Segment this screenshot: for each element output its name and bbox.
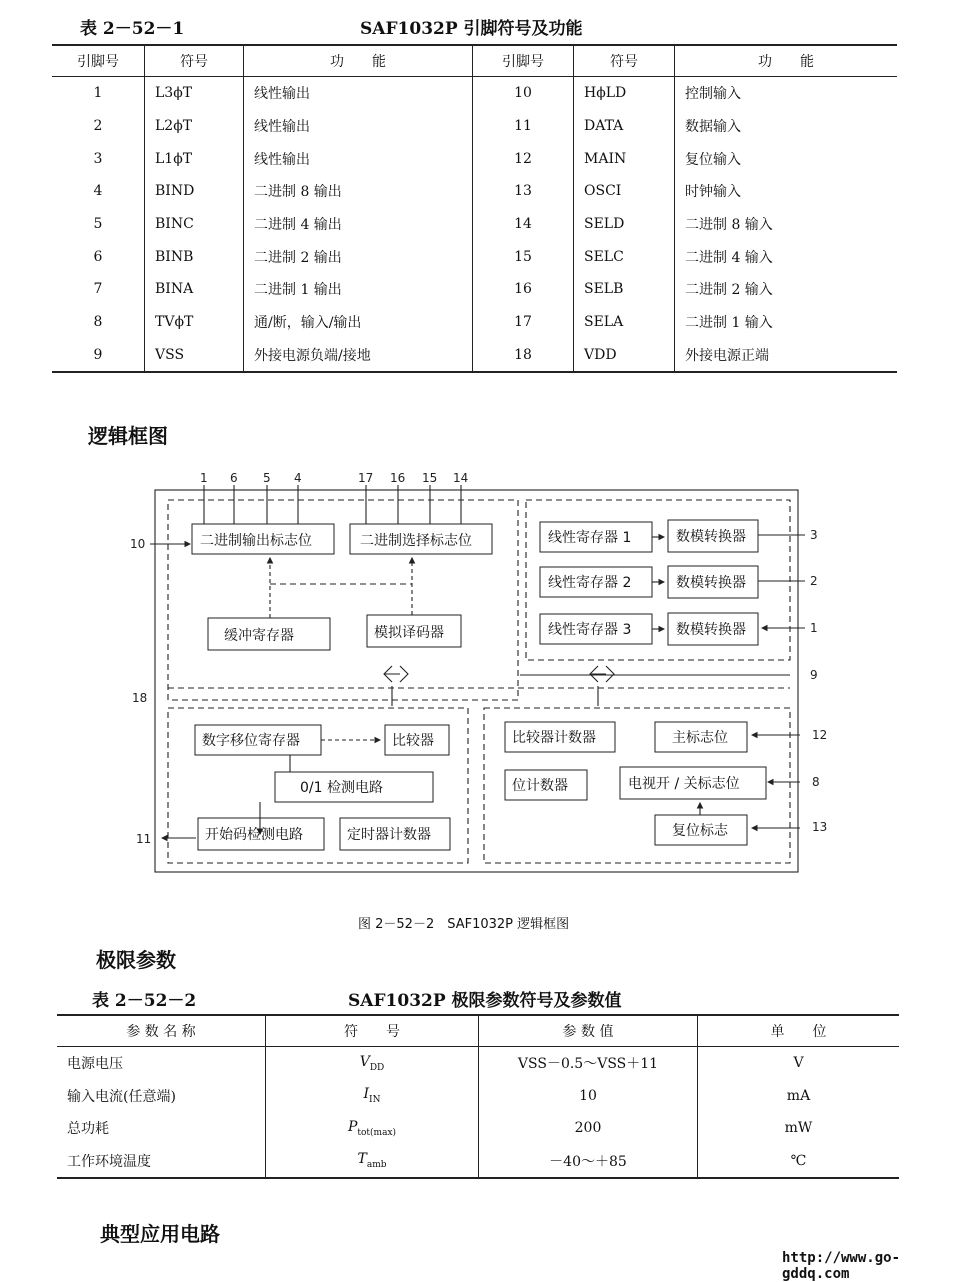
- pin-number: 7: [93, 281, 103, 298]
- diagram-caption: 图 2－52－2 SAF1032P 逻辑框图: [358, 917, 570, 932]
- pin-label: 5: [263, 471, 271, 485]
- pin-label: 12: [812, 728, 828, 742]
- pin-symbol: VDD: [574, 339, 675, 373]
- comparator-counter-block: 比较器计数器: [512, 730, 596, 746]
- main-flag-block: 主标志位: [672, 730, 728, 746]
- param-value: 200: [479, 1112, 698, 1145]
- limits-table-header: [57, 1015, 899, 1047]
- header-param-unit: 单 位: [698, 1015, 900, 1047]
- pin-function: 控制输入: [675, 77, 898, 110]
- header-symbol: 符号: [574, 45, 675, 77]
- param-value: VSS－0.5～VSS＋11: [479, 1047, 698, 1080]
- pin-row: [52, 208, 897, 241]
- pin-function: 二进制 1 输出: [244, 273, 473, 306]
- pin-table: [52, 44, 897, 373]
- pin-symbol: SELA: [574, 306, 675, 339]
- header-pin-no: 引脚号: [52, 45, 145, 77]
- param-name: 输入电流(任意端): [67, 1088, 176, 1105]
- dac-1-block: 数模转换器: [676, 529, 746, 545]
- linear-register-3-block: 线性寄存器 3: [548, 622, 632, 638]
- start-code-detect-block: 开始码检测电路: [205, 827, 303, 843]
- pin-label: 4: [294, 471, 302, 485]
- pin-row: [52, 175, 897, 208]
- pin-function: 线性输出: [244, 110, 473, 143]
- pin-label: 3: [810, 528, 818, 542]
- param-symbol: [266, 1112, 479, 1145]
- pin-number: 5: [93, 216, 103, 233]
- pin-number: 18: [473, 339, 574, 373]
- param-value: 10: [479, 1080, 698, 1113]
- section-heading-logic: 逻辑框图: [88, 424, 168, 448]
- param-unit: mW: [698, 1112, 900, 1145]
- left-pin-lines: [150, 544, 196, 838]
- reset-flag-block: 复位标志: [672, 823, 728, 839]
- pin-symbol: DATA: [574, 110, 675, 143]
- pin-function: 外接电源负端/接地: [244, 339, 473, 373]
- param-symbol-subscript: amb: [366, 1160, 387, 1171]
- limit-row: [57, 1047, 899, 1080]
- limits-table: [57, 1014, 899, 1179]
- top-pins: [204, 485, 461, 530]
- pin-function: 线性输出: [244, 142, 473, 175]
- limits-table-body: [57, 1047, 899, 1179]
- param-symbol-subscript: DD: [369, 1062, 385, 1073]
- logic-diagram: [0, 460, 960, 940]
- limit-row: [57, 1112, 899, 1145]
- pin-label: 6: [230, 471, 238, 485]
- pin-symbol: SELB: [574, 273, 675, 306]
- pin-number: 17: [473, 306, 574, 339]
- pin-label: 1: [200, 471, 208, 485]
- pin-symbol: VSS: [145, 339, 244, 373]
- shift-register-block: 数字移位寄存器: [202, 733, 300, 749]
- footer-url: http://www.go-gddq.com: [782, 1250, 901, 1282]
- pin-label: 1: [810, 621, 818, 635]
- pin-function: 二进制 4 输入: [675, 240, 898, 273]
- pin-number: 3: [93, 150, 103, 167]
- pin-number: 11: [473, 110, 574, 143]
- pin-row: [52, 306, 897, 339]
- param-symbol-letter: P: [347, 1118, 358, 1135]
- pin-number: 14: [473, 208, 574, 241]
- param-symbol-letter: I: [363, 1086, 370, 1103]
- right-pin-labels: [810, 528, 827, 834]
- pin-symbol: BINA: [145, 273, 244, 306]
- param-symbol: [266, 1080, 479, 1113]
- header-param-symbol: 符 号: [266, 1015, 479, 1047]
- pin-label: 9: [810, 668, 818, 682]
- pin-table-header: [52, 45, 897, 77]
- pin-label: 10: [130, 537, 146, 551]
- pin-function: 通/断，输入/输出: [244, 306, 473, 339]
- pin-row: [52, 273, 897, 306]
- param-symbol: [266, 1145, 479, 1179]
- table1-label: 表 2－52－1: [80, 19, 185, 39]
- pin-function: 二进制 2 输出: [244, 240, 473, 273]
- pin-number: 1: [93, 85, 103, 102]
- pin-label: 16: [390, 471, 406, 485]
- buffer-register-block: 缓冲寄存器: [224, 628, 294, 644]
- param-name: 总功耗: [67, 1121, 109, 1138]
- pin-function: 二进制 2 输入: [675, 273, 898, 306]
- param-unit: V: [698, 1047, 900, 1080]
- pin-label: 17: [358, 471, 374, 485]
- pin-row: [52, 110, 897, 143]
- pin-symbol: SELD: [574, 208, 675, 241]
- bin-out-flag-block: 二进制输出标志位: [200, 533, 312, 549]
- pin-function: 时钟输入: [675, 175, 898, 208]
- pin-table-body: [52, 77, 897, 373]
- pin-label: 15: [422, 471, 438, 485]
- tv-flag-block: 电视开 / 关标志位: [628, 776, 740, 792]
- detect-circuit-block: 0/1 检测电路: [300, 780, 383, 796]
- section-heading-limits: 极限参数: [96, 948, 176, 972]
- pin-row: [52, 77, 897, 110]
- diagram-blocks: [192, 520, 766, 850]
- limit-row: [57, 1080, 899, 1113]
- header-param-name: 参 数 名 称: [57, 1015, 266, 1047]
- pin-symbol: BIND: [145, 175, 244, 208]
- pin-label: 8: [812, 775, 820, 789]
- pin-label: 18: [132, 691, 148, 705]
- bin-sel-flag-block: 二进制选择标志位: [360, 533, 472, 549]
- pin-row: [52, 339, 897, 373]
- limit-row: [57, 1145, 899, 1179]
- pin-label: 2: [810, 574, 818, 588]
- linear-register-1-block: 线性寄存器 1: [548, 530, 632, 546]
- dac-3-block: 数模转换器: [676, 622, 746, 638]
- pin-number: 13: [473, 175, 574, 208]
- dac-2-block: 数模转换器: [676, 575, 746, 591]
- pin-number: 15: [473, 240, 574, 273]
- pin-symbol: OSCI: [574, 175, 675, 208]
- pin-symbol: L2ϕT: [145, 110, 244, 143]
- linear-register-2-block: 线性寄存器 2: [548, 575, 632, 591]
- pin-symbol: TVϕT: [145, 306, 244, 339]
- left-pin-labels: [130, 537, 151, 846]
- section-heading-application: 典型应用电路: [100, 1222, 220, 1246]
- param-symbol-letter: T: [357, 1151, 367, 1168]
- param-unit: mA: [698, 1080, 900, 1113]
- pin-symbol: MAIN: [574, 142, 675, 175]
- pin-function: 二进制 8 输入: [675, 208, 898, 241]
- pin-function: 二进制 8 输出: [244, 175, 473, 208]
- pin-number: 10: [473, 77, 574, 110]
- pin-symbol: SELC: [574, 240, 675, 273]
- pin-symbol: BINB: [145, 240, 244, 273]
- pin-label: 14: [453, 471, 469, 485]
- header-symbol: 符号: [145, 45, 244, 77]
- param-symbol-subscript: tot(max): [357, 1127, 397, 1138]
- analog-decoder-block: 模拟译码器: [374, 625, 444, 641]
- param-name: 工作环境温度: [67, 1153, 151, 1170]
- header-function: 功 能: [244, 45, 473, 77]
- pin-number: 8: [93, 314, 103, 331]
- pin-function: 复位输入: [675, 142, 898, 175]
- table1-title: SAF1032P 引脚符号及功能: [360, 19, 583, 39]
- pin-number: 12: [473, 142, 574, 175]
- pin-label: 13: [812, 820, 828, 834]
- param-symbol-subscript: IN: [369, 1095, 381, 1106]
- pin-function: 外接电源正端: [675, 339, 898, 373]
- top-pin-labels: [200, 471, 468, 485]
- pin-function: 线性输出: [244, 77, 473, 110]
- pin-function: 二进制 1 输入: [675, 306, 898, 339]
- comparator-block: 比较器: [392, 733, 434, 749]
- param-name: 电源电压: [67, 1056, 123, 1073]
- pin-row: [52, 142, 897, 175]
- param-symbol: [266, 1047, 479, 1080]
- pin-symbol: BINC: [145, 208, 244, 241]
- pin-number: 16: [473, 273, 574, 306]
- pin-number: 6: [93, 248, 103, 265]
- pin-number: 9: [93, 346, 103, 363]
- pin-label: 11: [136, 832, 152, 846]
- header-param-value: 参 数 值: [479, 1015, 698, 1047]
- header-function: 功 能: [675, 45, 898, 77]
- pin-number: 4: [93, 183, 103, 200]
- pin-symbol: HϕLD: [574, 77, 675, 110]
- bit-counter-block: 位计数器: [512, 778, 568, 794]
- pin-number: 2: [93, 118, 103, 135]
- pin-function: 二进制 4 输出: [244, 208, 473, 241]
- pin-symbol: L3ϕT: [145, 77, 244, 110]
- table2-title: SAF1032P 极限参数符号及参数值: [348, 991, 622, 1011]
- pin-function: 数据输入: [675, 110, 898, 143]
- table2-label: 表 2－52－2: [92, 991, 197, 1011]
- pin-row: [52, 240, 897, 273]
- param-unit: ℃: [698, 1145, 900, 1179]
- pin-symbol: L1ϕT: [145, 142, 244, 175]
- param-value: －40～＋85: [479, 1145, 698, 1179]
- param-symbol-letter: V: [359, 1053, 370, 1070]
- timer-counter-block: 定时器计数器: [347, 827, 431, 843]
- header-pin-no: 引脚号: [473, 45, 574, 77]
